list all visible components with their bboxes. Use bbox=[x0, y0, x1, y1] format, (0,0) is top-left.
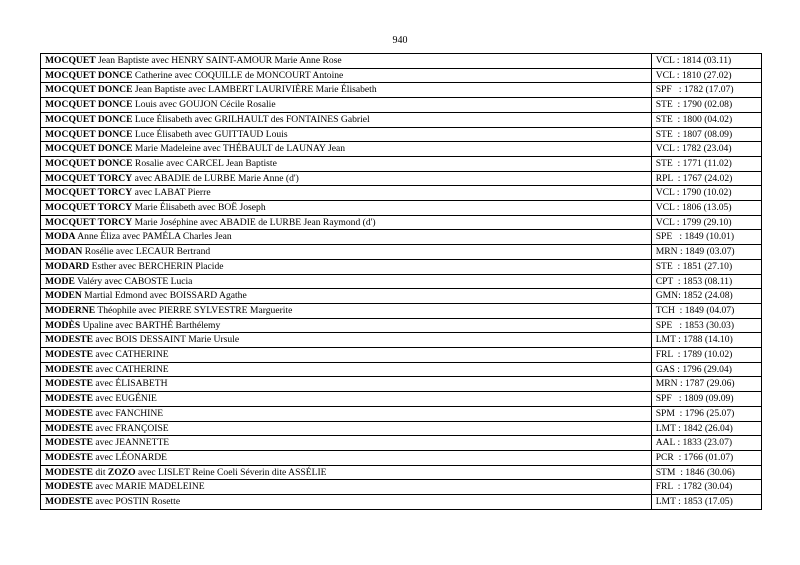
parish-date-reference: VCL : 1810 (27.02) bbox=[651, 68, 761, 83]
surname: MODESTE bbox=[45, 363, 93, 375]
table-row bbox=[41, 98, 762, 113]
surname: MOCQUET TORCY bbox=[45, 202, 133, 214]
parish-date-reference: PCR : 1766 (01.07) bbox=[651, 450, 761, 465]
entry-text: dit bbox=[92, 466, 108, 478]
table-row bbox=[41, 171, 762, 186]
marriage-entry bbox=[41, 392, 652, 407]
entry-text: Martial Edmond avec BOISSARD Agathe bbox=[81, 290, 247, 302]
surname: MODESTE bbox=[45, 451, 93, 463]
marriage-entry bbox=[41, 127, 652, 142]
table-row bbox=[41, 421, 762, 436]
entry-text: Catherine avec COQUILLE de MONCOURT Antoine bbox=[132, 69, 344, 81]
table-row bbox=[41, 68, 762, 83]
marriage-entry bbox=[41, 289, 652, 304]
table-row bbox=[41, 259, 762, 274]
marriage-entry bbox=[41, 186, 652, 201]
entry-text: Rosalie avec CARCEL Jean Baptiste bbox=[132, 157, 277, 169]
table-row bbox=[41, 156, 762, 171]
marriage-entry bbox=[41, 171, 652, 186]
parish-date-reference: RPL : 1767 (24.02) bbox=[651, 171, 761, 186]
table-row bbox=[41, 127, 762, 142]
table-row bbox=[41, 142, 762, 157]
entry-text: avec FANCHINE bbox=[92, 407, 164, 419]
entry-text: Upaline avec BARTHÉ Barthélemy bbox=[80, 319, 221, 331]
entry-text: avec MARIE MADELEINE bbox=[92, 481, 205, 493]
parish-date-reference: STM : 1846 (30.06) bbox=[651, 465, 761, 480]
parish-date-reference: LMT : 1842 (26.04) bbox=[651, 421, 761, 436]
table-row bbox=[41, 392, 762, 407]
entry-text: Anne Éliza avec PAMÉLA Charles Jean bbox=[75, 231, 232, 243]
marriage-entry bbox=[41, 215, 652, 230]
marriage-registry-table bbox=[40, 53, 762, 510]
surname: MODESTE bbox=[45, 481, 93, 493]
table-row bbox=[41, 303, 762, 318]
marriage-entry bbox=[41, 201, 652, 216]
parish-date-reference: STE : 1800 (04.02) bbox=[651, 112, 761, 127]
marriage-entry bbox=[41, 98, 652, 113]
table-row bbox=[41, 480, 762, 495]
surname: MOCQUET DONCE bbox=[45, 69, 133, 81]
surname: MOCQUET DONCE bbox=[45, 84, 133, 96]
surname: MODESTE bbox=[45, 496, 93, 508]
surname: MODESTE bbox=[45, 422, 93, 434]
marriage-entry bbox=[41, 274, 652, 289]
entry-text: avec CATHERINE bbox=[92, 349, 169, 361]
surname: MOCQUET DONCE bbox=[45, 143, 133, 155]
entry-text: avec JEANNETTE bbox=[92, 437, 170, 449]
parish-date-reference: VCL : 1799 (29.10) bbox=[651, 215, 761, 230]
surname: MODÈS bbox=[45, 319, 81, 331]
entry-text: Marie Élisabeth avec BOË Joseph bbox=[132, 202, 266, 214]
surname: ZOZO bbox=[107, 466, 136, 478]
parish-date-reference: GMN: 1852 (24.08) bbox=[651, 289, 761, 304]
entry-text: avec LABAT Pierre bbox=[132, 187, 211, 199]
surname: MODA bbox=[45, 231, 76, 243]
parish-date-reference: STE : 1807 (08.09) bbox=[651, 127, 761, 142]
parish-date-reference: STE : 1851 (27.10) bbox=[651, 259, 761, 274]
entry-text: Marie Madeleine avec THÉBAULT de LAUNAY Jean bbox=[132, 143, 346, 155]
table-row bbox=[41, 274, 762, 289]
parish-date-reference: STE : 1771 (11.02) bbox=[651, 156, 761, 171]
parish-date-reference: SPM : 1796 (25.07) bbox=[651, 406, 761, 421]
surname: MOCQUET TORCY bbox=[45, 216, 133, 228]
parish-date-reference: SPF : 1809 (09.09) bbox=[651, 392, 761, 407]
entry-text: avec EUGÉNIE bbox=[92, 393, 157, 405]
marriage-entry bbox=[41, 68, 652, 83]
surname: MOCQUET DONCE bbox=[45, 99, 133, 111]
marriage-entry bbox=[41, 362, 652, 377]
marriage-entry bbox=[41, 156, 652, 171]
marriage-entry bbox=[41, 450, 652, 465]
surname: MODE bbox=[45, 275, 75, 287]
parish-date-reference: GAS : 1796 (29.04) bbox=[651, 362, 761, 377]
surname: MODESTE bbox=[45, 378, 93, 390]
table-row bbox=[41, 230, 762, 245]
parish-date-reference: VCL : 1814 (03.11) bbox=[651, 54, 761, 69]
table-row bbox=[41, 465, 762, 480]
table-row bbox=[41, 215, 762, 230]
marriage-entry bbox=[41, 112, 652, 127]
entry-text: avec LISLET Reine Coeli Séverin dite ASSÉLIE bbox=[135, 466, 327, 478]
parish-date-reference: VCL : 1790 (10.02) bbox=[651, 186, 761, 201]
surname: MODERNE bbox=[45, 304, 96, 316]
marriage-entry bbox=[41, 333, 652, 348]
marriage-entry bbox=[41, 348, 652, 363]
marriage-entry bbox=[41, 465, 652, 480]
surname: MODESTE bbox=[45, 349, 93, 361]
parish-date-reference: TCH : 1849 (04.07) bbox=[651, 303, 761, 318]
entry-text: Rosélie avec LECAUR Bertrand bbox=[82, 246, 211, 258]
marriage-entry bbox=[41, 230, 652, 245]
table-row bbox=[41, 201, 762, 216]
entry-text: avec BOIS DESSAINT Marie Ursule bbox=[92, 334, 240, 346]
entry-text: Marie Joséphine avec ABADIE de LURBE Jean Raymond (d') bbox=[132, 216, 376, 228]
table-row bbox=[41, 112, 762, 127]
entry-text: Jean Baptiste avec LAMBERT LAURIVIÈRE Marie Élisabeth bbox=[132, 84, 377, 96]
table-row bbox=[41, 450, 762, 465]
surname: MODESTE bbox=[45, 437, 93, 449]
surname: MOCQUET DONCE bbox=[45, 113, 133, 125]
entry-text: Théophile avec PIERRE SYLVESTRE Marguerite bbox=[95, 304, 293, 316]
entry-text: avec LÉONARDE bbox=[92, 451, 168, 463]
table-row bbox=[41, 318, 762, 333]
entry-text: Louis avec GOUJON Cécile Rosalie bbox=[132, 99, 276, 111]
table-row bbox=[41, 377, 762, 392]
marriage-entry bbox=[41, 480, 652, 495]
parish-date-reference: AAL : 1833 (23.07) bbox=[651, 436, 761, 451]
parish-date-reference: LMT : 1853 (17.05) bbox=[651, 495, 761, 510]
marriage-entry bbox=[41, 436, 652, 451]
marriage-entry bbox=[41, 303, 652, 318]
marriage-entry bbox=[41, 318, 652, 333]
table-row bbox=[41, 406, 762, 421]
entry-text: Luce Élisabeth avec GUITTAUD Louis bbox=[132, 128, 288, 140]
parish-date-reference: SPF : 1782 (17.07) bbox=[651, 83, 761, 98]
table-row bbox=[41, 436, 762, 451]
entry-text: Jean Baptiste avec HENRY SAINT-AMOUR Marie Anne Rose bbox=[95, 55, 342, 66]
table-row bbox=[41, 83, 762, 98]
surname: MOCQUET TORCY bbox=[45, 187, 133, 199]
surname: MODESTE bbox=[45, 407, 93, 419]
marriage-entry bbox=[41, 406, 652, 421]
parish-date-reference: FRL : 1789 (10.02) bbox=[651, 348, 761, 363]
surname: MODESTE bbox=[45, 466, 93, 478]
marriage-entry bbox=[41, 54, 652, 69]
entry-text: Luce Élisabeth avec GRILHAULT des FONTAINES Gabriel bbox=[132, 113, 370, 125]
surname: MODEN bbox=[45, 290, 82, 302]
parish-date-reference: FRL : 1782 (30.04) bbox=[651, 480, 761, 495]
entry-text: avec POSTIN Rosette bbox=[92, 496, 181, 508]
surname: MODAN bbox=[45, 246, 83, 258]
entry-text: Valéry avec CABOSTE Lucia bbox=[74, 275, 193, 287]
marriage-entry bbox=[41, 245, 652, 260]
surname: MODARD bbox=[45, 260, 90, 272]
table-row bbox=[41, 289, 762, 304]
surname: MOCQUET DONCE bbox=[45, 157, 133, 169]
marriage-entry bbox=[41, 377, 652, 392]
table-row bbox=[41, 362, 762, 377]
parish-date-reference: SPE : 1853 (30.03) bbox=[651, 318, 761, 333]
table-row bbox=[41, 245, 762, 260]
table-row bbox=[41, 495, 762, 510]
parish-date-reference: MRN : 1849 (03.07) bbox=[651, 245, 761, 260]
surname: MODESTE bbox=[45, 393, 93, 405]
parish-date-reference: VCL : 1806 (13.05) bbox=[651, 201, 761, 216]
entry-text: avec CATHERINE bbox=[92, 363, 169, 375]
table-row bbox=[41, 54, 762, 69]
parish-date-reference: VCL : 1782 (23.04) bbox=[651, 142, 761, 157]
surname: MOCQUET DONCE bbox=[45, 128, 133, 140]
surname: MOCQUET bbox=[45, 55, 96, 66]
entry-text: avec FRANÇOISE bbox=[92, 422, 169, 434]
entry-text: avec ABADIE de LURBE Marie Anne (d') bbox=[132, 172, 299, 184]
marriage-entry bbox=[41, 83, 652, 98]
entry-text: avec ÉLISABETH bbox=[92, 378, 168, 390]
marriage-entry bbox=[41, 259, 652, 274]
marriage-entry bbox=[41, 495, 652, 510]
marriage-entry bbox=[41, 421, 652, 436]
entry-text: Esther avec BERCHERIN Placide bbox=[89, 260, 224, 272]
parish-date-reference: CPT : 1853 (08.11) bbox=[651, 274, 761, 289]
table-row bbox=[41, 186, 762, 201]
marriage-entry bbox=[41, 142, 652, 157]
parish-date-reference: SPE : 1849 (10.01) bbox=[651, 230, 761, 245]
parish-date-reference: LMT : 1788 (14.10) bbox=[651, 333, 761, 348]
table-row bbox=[41, 348, 762, 363]
parish-date-reference: MRN : 1787 (29.06) bbox=[651, 377, 761, 392]
table-row bbox=[41, 333, 762, 348]
surname: MOCQUET TORCY bbox=[45, 172, 133, 184]
page-number: 940 bbox=[392, 35, 408, 46]
surname: MODESTE bbox=[45, 334, 93, 346]
parish-date-reference: STE : 1790 (02.08) bbox=[651, 98, 761, 113]
registry-body bbox=[41, 54, 762, 510]
